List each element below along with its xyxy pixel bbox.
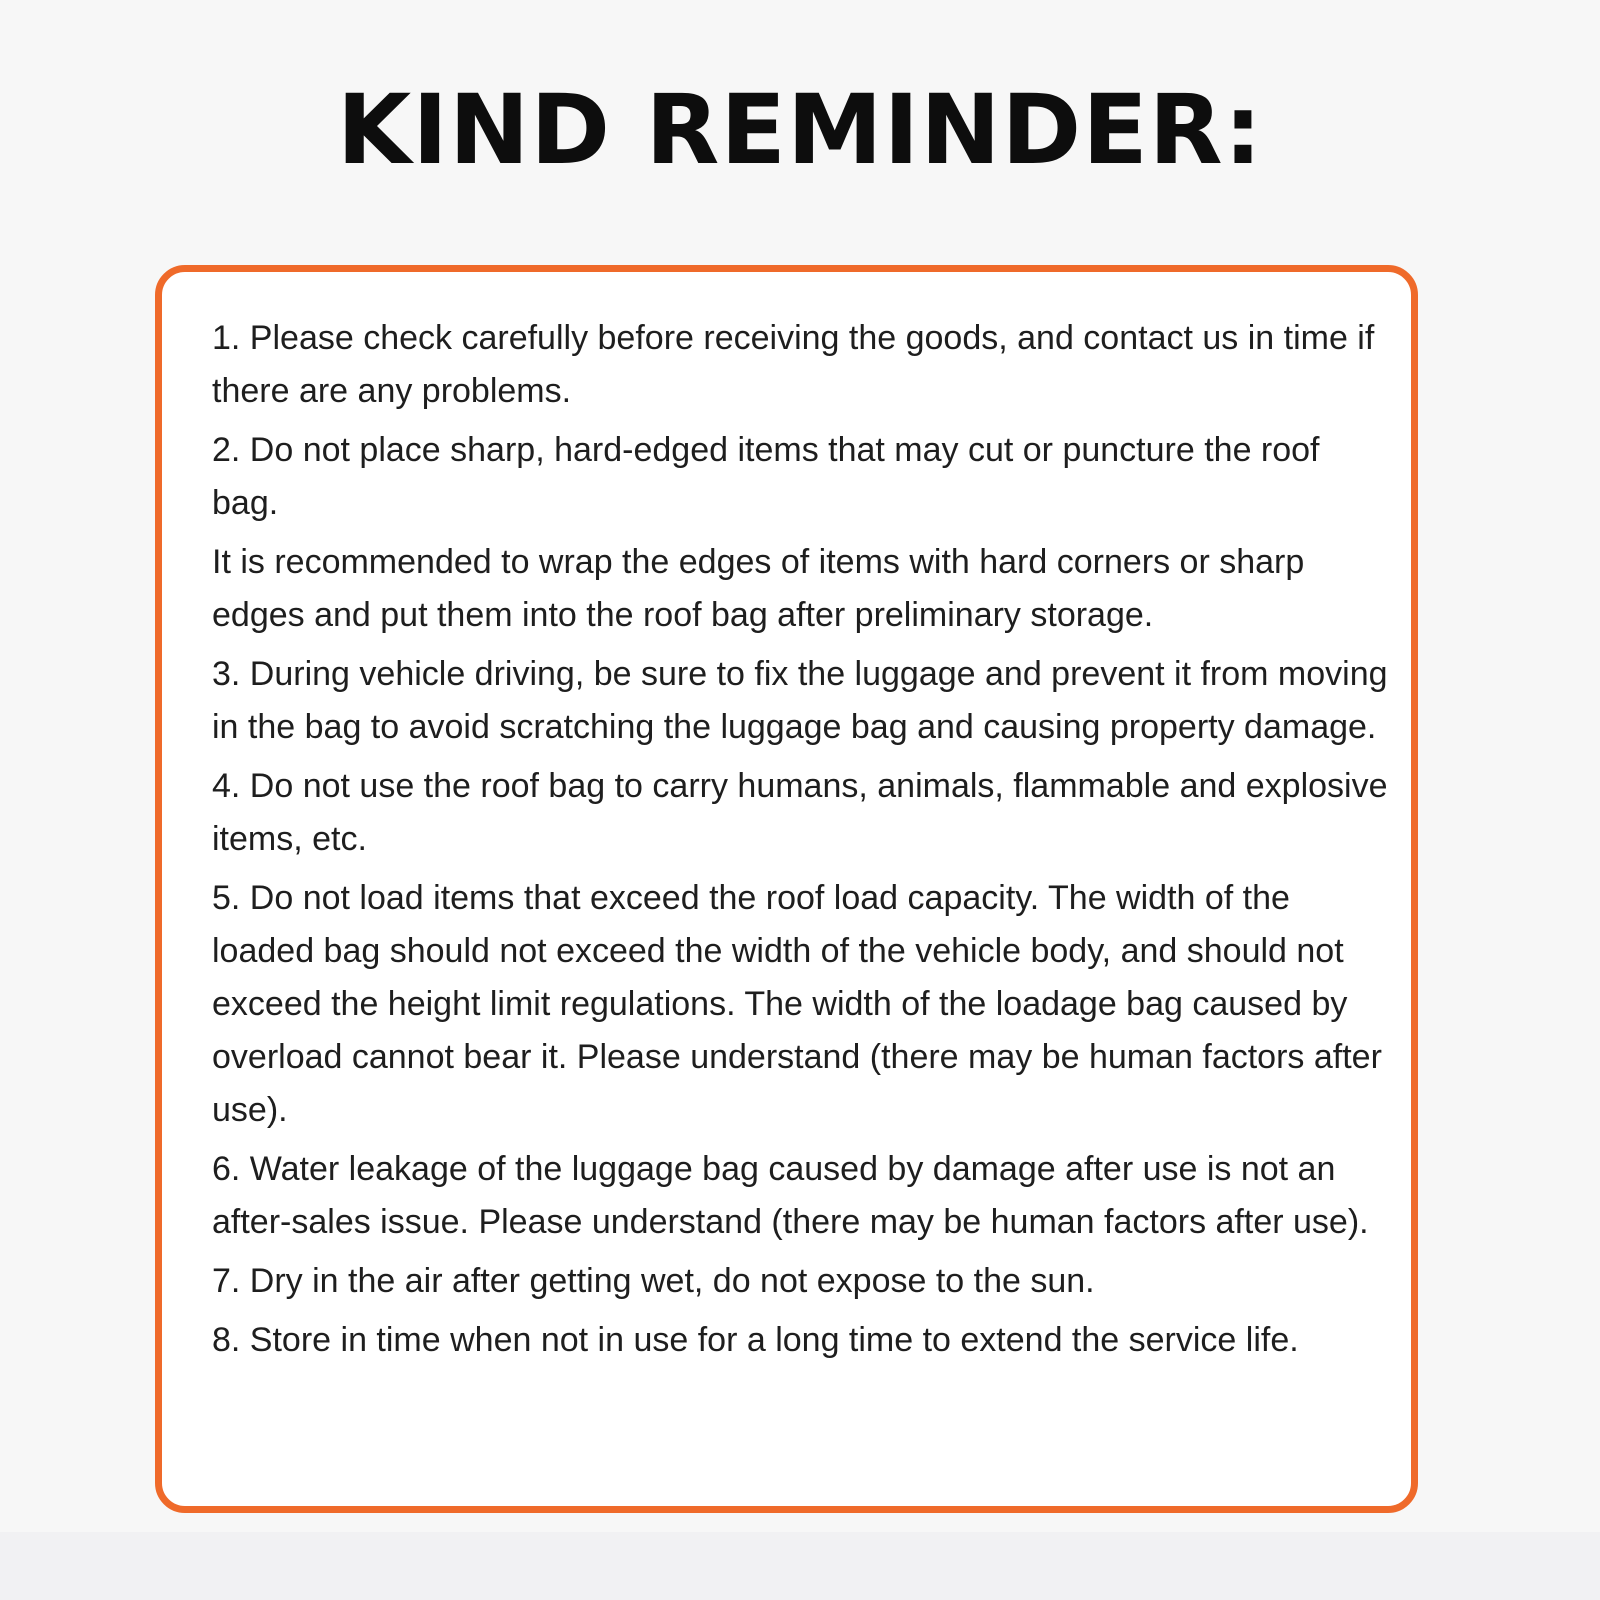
reminder-item-2-note: It is recommended to wrap the edges of items with hard corners or sharp edges and put them into the roof bag after preliminary storage. [212, 543, 1305, 634]
reminder-item-8: 8. Store in time when not in use for a long time to extend the service life. [212, 1321, 1299, 1359]
reminder-item-4: 4. Do not use the roof bag to carry humans, animals, flammable and explosive items, etc. [212, 767, 1388, 858]
reminder-item-2: 2. Do not place sharp, hard-edged items that may cut or puncture the roof bag. [212, 431, 1320, 522]
bottom-band [0, 1532, 1600, 1600]
reminder-item-6: 6. Water leakage of the luggage bag caused by damage after use is not an after-sales issue. Please understand (there may be human factors after use). [212, 1150, 1369, 1241]
reminder-item-7: 7. Dry in the air after getting wet, do not expose to the sun. [212, 1262, 1095, 1300]
page-title: KIND REMINDER: [336, 74, 1264, 186]
reminder-item-1: 1. Please check carefully before receiving the goods, and contact us in time if there are any problems. [212, 319, 1375, 410]
reminder-box [155, 265, 1418, 1513]
reminder-list [212, 312, 1392, 1373]
reminder-item-3: 3. During vehicle driving, be sure to fix the luggage and prevent it from moving in the bag to avoid scratching the luggage bag and causing property damage. [212, 655, 1388, 746]
reminder-item-5: 5. Do not load items that exceed the roof load capacity. The width of the loaded bag should not exceed the width of the vehicle body, and should not exceed the height limit regulations. The width of the loadage bag caused by overload cannot bear it. Please understand (there may be human factors after use). [212, 879, 1382, 1129]
